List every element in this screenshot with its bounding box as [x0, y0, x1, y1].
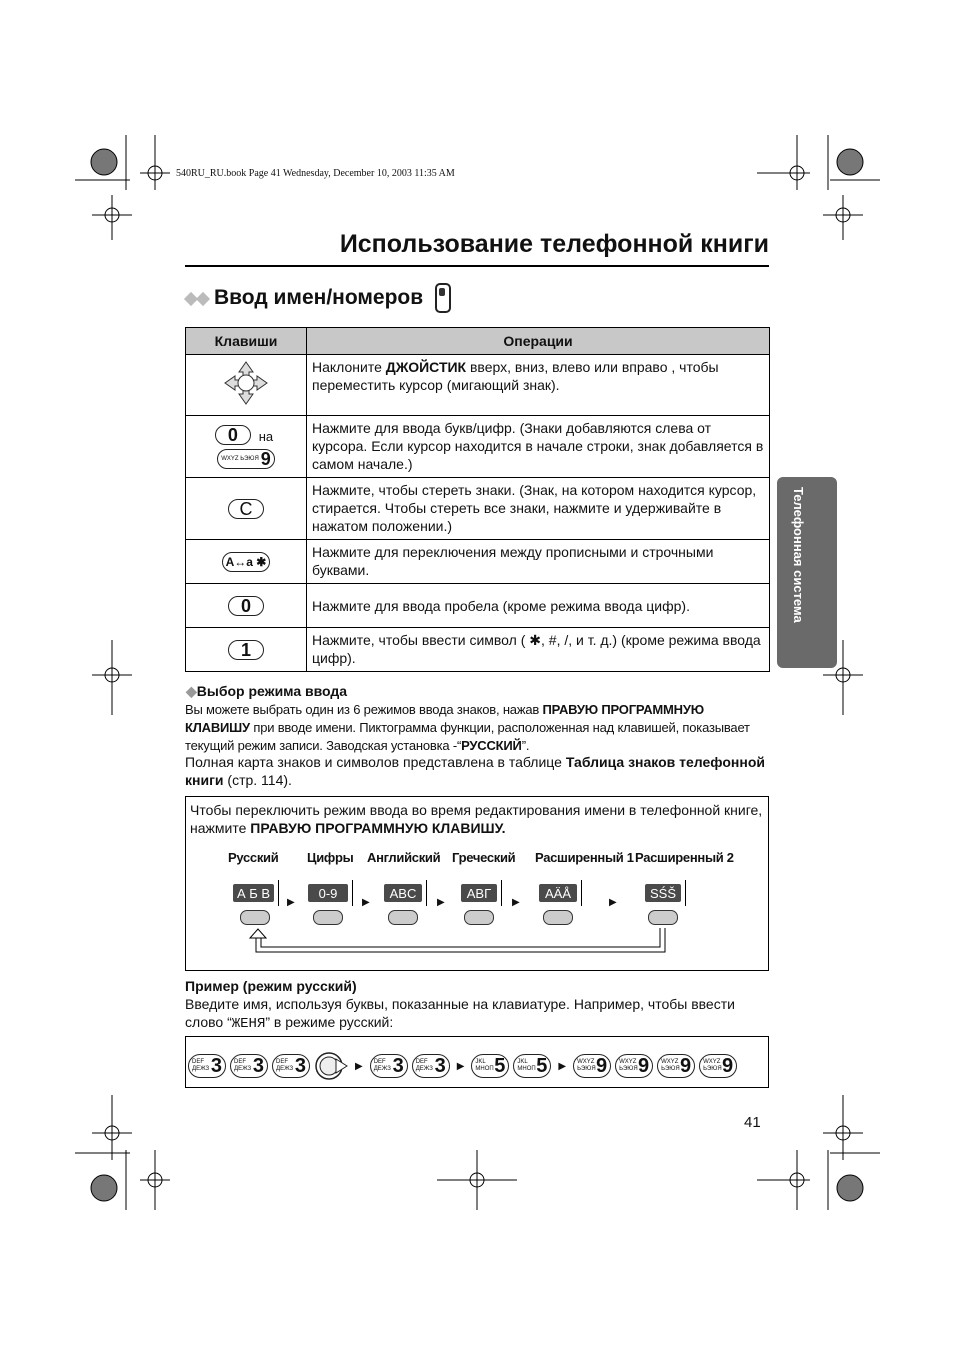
- mode-switch-text: Чтобы переключить режим ввода во время редактирования имени в телефонной книге, нажмите ПРАВУЮ ПРОГРАММНУЮ КЛАВИШУ.: [190, 802, 763, 836]
- mode-label: Греческий: [452, 850, 516, 865]
- arrow-right-icon: ▶: [609, 897, 617, 908]
- key-clear: C: [228, 499, 264, 519]
- arrow-right-icon: ▶: [287, 897, 295, 908]
- arrow-right-icon: ▶: [362, 897, 370, 908]
- soft-key-button: [313, 910, 343, 925]
- mode-frame: [381, 880, 427, 906]
- table-row: [186, 416, 770, 478]
- charmap-text: Полная карта знаков и символов представлена в таблице Таблица знаков телефонной книги (стр. 114).: [185, 754, 765, 788]
- key-case-toggle: A↔a ✱: [222, 552, 271, 572]
- keys-table: [185, 327, 770, 672]
- key-space: 0: [228, 596, 264, 616]
- section-title: Ввод имен/номеров: [214, 286, 424, 309]
- mode-frame: [640, 880, 686, 906]
- input-mode-heading: ◆Выбор режима ввода: [186, 683, 348, 699]
- mode-icon: А Б В: [233, 884, 274, 902]
- arrow-right-icon: ▶: [355, 1060, 363, 1072]
- side-tab: Телефонная система: [777, 477, 837, 668]
- key-9: WXYZ ЬЭЮЯ 9: [217, 449, 275, 469]
- mode-icon: ΑΒΓ: [461, 884, 497, 902]
- input-mode-text: Вы можете выбрать один из 6 режимов ввода знаков, нажав ПРАВУЮ ПРОГРАММНУЮ КЛАВИШУ при вводе имени. Пиктограмма функции, расположенная над клавишей, показывает текущий режим записи. Заводская установка -“РУССКИЙ”.: [185, 702, 750, 753]
- key-cell: 0 на WXYZ ЬЭЮЯ 9: [186, 416, 307, 478]
- mode-frame: [536, 880, 582, 906]
- key-cell: [186, 628, 307, 672]
- arrow-right-icon: ▶: [437, 897, 445, 908]
- mode-icon: SŚŠ: [645, 884, 681, 902]
- key-cell: [186, 540, 307, 584]
- key-3: DEF ДЕЖЗ 3: [272, 1054, 310, 1078]
- operation-cell: Наклоните ДЖОЙСТИК вверх, вниз, влево или вправо , чтобы переместить курсор (мигающий знак).: [307, 355, 770, 416]
- phone-icon: [435, 283, 451, 313]
- mode-label: Русский: [228, 850, 279, 865]
- table-row: [186, 478, 770, 540]
- key-9: WXYZ ЬЭЮЯ 9: [615, 1054, 653, 1078]
- operation-cell: Нажмите для ввода пробела (кроме режима ввода цифр).: [307, 584, 770, 628]
- print-header-note: 540RU_RU.book Page 41 Wednesday, December 10, 2003 11:35 AM: [176, 168, 455, 179]
- mode-label: Английский: [367, 850, 441, 865]
- page-number: 41: [744, 1114, 761, 1131]
- table-row: [186, 628, 770, 672]
- operation-cell: Нажмите, чтобы ввести символ ( ✱, #, /, и т. д.) (кроме режима ввода цифр).: [307, 628, 770, 672]
- table-row: [186, 584, 770, 628]
- mode-label: Цифры: [307, 850, 354, 865]
- mode-icon: 0-9: [308, 884, 348, 902]
- key-3: DEF ДЕЖЗ 3: [370, 1054, 408, 1078]
- title-divider: [185, 265, 769, 267]
- soft-key-button: [388, 910, 418, 925]
- joystick-icon: [223, 360, 269, 406]
- key-9: WXYZ ЬЭЮЯ 9: [573, 1054, 611, 1078]
- key-3: DEF ДЕЖЗ 3: [230, 1054, 268, 1078]
- soft-key-button: [543, 910, 573, 925]
- example-key-sequence: [188, 1051, 737, 1081]
- key-5: JKL МНОП 5: [471, 1054, 509, 1078]
- key-0: 0: [215, 425, 251, 445]
- joystick-right-icon: [314, 1051, 348, 1081]
- key-5: JKL МНОП 5: [513, 1054, 551, 1078]
- soft-key-button: [240, 910, 270, 925]
- operation-cell: Нажмите, чтобы стереть знаки. (Знак, на котором находится курсор, стирается. Чтобы стереть все знаки, нажмите и удерживайте в нажатом положении.): [307, 478, 770, 540]
- soft-key-button: [464, 910, 494, 925]
- key-3: DEF ДЕЖЗ 3: [412, 1054, 450, 1078]
- table-row: [186, 355, 770, 416]
- table-header-keys: Клавиши: [186, 328, 307, 355]
- arrow-right-icon: ▶: [512, 897, 520, 908]
- section-heading: [186, 283, 451, 313]
- operation-cell: Нажмите для ввода букв/цифр. (Знаки добавляются слева от курсора. Если курсор находится в начале строки, знак добавляется в самом начале.): [307, 416, 770, 478]
- mode-label: Расширенный 2: [635, 850, 734, 865]
- loop-back-arrow-icon: [240, 926, 670, 960]
- diamond-icon: [186, 286, 208, 310]
- example-heading: Пример (режим русский): [185, 978, 357, 994]
- operation-cell: Нажмите для переключения между прописными и строчными буквами.: [307, 540, 770, 584]
- arrow-right-icon: ▶: [456, 1060, 465, 1072]
- arrow-right-icon: ▶: [558, 1060, 567, 1072]
- key-9: WXYZ ЬЭЮЯ 9: [699, 1054, 737, 1078]
- key-3: DEF ДЕЖЗ 3: [188, 1054, 226, 1078]
- mode-icon: ABC: [384, 884, 422, 902]
- mode-frame: [230, 880, 279, 906]
- mode-icon: AÄÅ: [539, 884, 577, 902]
- key-cell: [186, 478, 307, 540]
- page-title: Использование телефонной книги: [339, 230, 769, 258]
- mode-frame: [305, 880, 353, 906]
- table-row: [186, 540, 770, 584]
- key-cell: [186, 355, 307, 416]
- mode-label: Расширенный 1: [535, 850, 634, 865]
- example-text: Введите имя, используя буквы, показанные на клавиатуре. Например, чтобы ввести слово “ЖЕНЯ” в режиме русский:: [185, 996, 735, 1032]
- mode-frame: [458, 880, 502, 906]
- key-1: 1: [228, 640, 264, 660]
- table-header-operations: Операции: [307, 328, 770, 355]
- key-cell: [186, 584, 307, 628]
- key-9: WXYZ ЬЭЮЯ 9: [657, 1054, 695, 1078]
- soft-key-button: [648, 910, 678, 925]
